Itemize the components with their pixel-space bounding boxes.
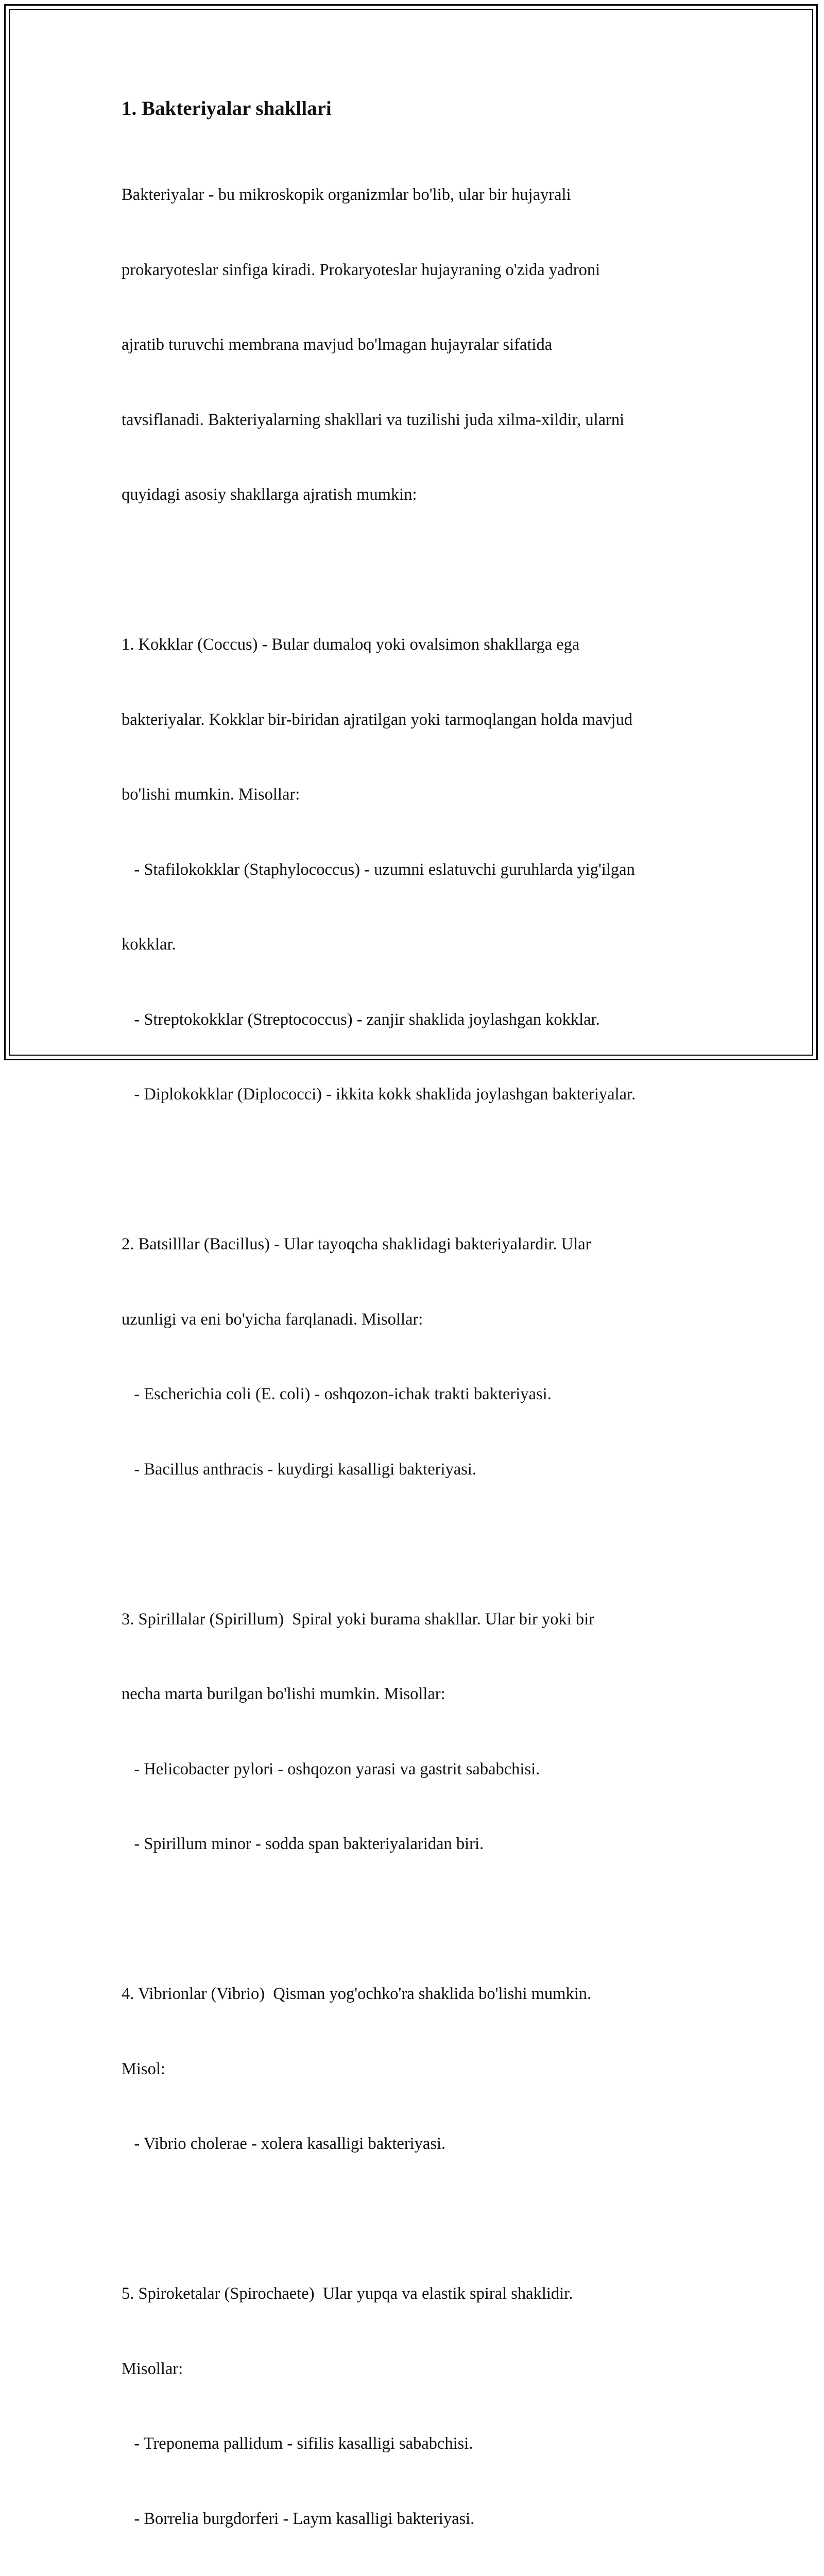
section-line: bo'lishi mumkin. Misollar: xyxy=(122,785,300,804)
section-line: bakteriyalar. Kokklar bir-biridan ajratilgan yoki tarmoqlangan holda mavjud xyxy=(122,710,633,729)
intro-line: tavsiflanadi. Bakteriyalarning shakllari va tuzilishi juda xilma-xildir, ularni xyxy=(122,410,625,429)
intro-paragraph xyxy=(122,132,714,557)
paragraph-gap xyxy=(122,1532,714,1557)
section-line: 1. Kokklar (Coccus) - Bular dumaloq yoki ovalsimon shakllarga ega xyxy=(122,635,580,654)
section-line: Misollar: xyxy=(122,2359,183,2378)
intro-line: quyidagi asosiy shakllarga ajratish mumkin: xyxy=(122,485,417,504)
section-line: 2. Batsilllar (Bacillus) - Ular tayoqcha shaklidagi bakteriyalardir. Ular xyxy=(122,1235,591,1253)
section-line: - Escherichia coli (E. coli) - oshqozon-ichak trakti bakteriyasi. xyxy=(122,1385,552,1403)
section-line: 5. Spiroketalar (Spirochaete) Ular yupqa va elastik spiral shaklidir. xyxy=(122,2284,573,2303)
paragraph-gap xyxy=(122,1907,714,1932)
section-line: 3. Spirillalar (Spirillum) Spiral yoki burama shakllar. Ular bir yoki bir xyxy=(122,1609,594,1629)
intro-line: prokaryoteslar sinfiga kiradi. Prokaryoteslar hujayraning o'zida yadroni xyxy=(122,260,600,279)
section-line: - Stafilokokklar (Staphylococcus) - uzumni eslatuvchi guruhlarda yig'ilgan xyxy=(122,860,635,879)
section-line: necha marta burilgan bo'lishi mumkin. Misollar: xyxy=(122,1685,445,1703)
section-line: - Streptokokklar (Streptococcus) - zanjir shaklida joylashgan kokklar. xyxy=(122,1010,600,1029)
section-spirillum xyxy=(122,1557,714,1907)
section-line: uzunligi va eni bo'yicha farqlanadi. Misollar: xyxy=(122,1310,423,1329)
paragraph-gap xyxy=(122,1157,714,1182)
section-line: - Vibrio cholerae - xolera kasalligi bakteriyasi. xyxy=(122,2134,446,2153)
section-line: 4. Vibrionlar (Vibrio) Qisman yog'ochko'ra shaklida bo'lishi mumkin. xyxy=(122,1985,592,2003)
paragraph-gap xyxy=(122,557,714,583)
section-line: - Bacillus anthracis - kuydirgi kasalligi bakteriyasi. xyxy=(122,1460,476,1479)
section-line: - Helicobacter pylori - oshqozon yarasi va gastrit sababchisi. xyxy=(122,1759,540,1778)
section-vibrio xyxy=(122,1931,714,2207)
section-coccus xyxy=(122,582,714,1157)
paragraph-gap xyxy=(122,2207,714,2232)
section-line: Misol: xyxy=(122,2059,165,2078)
section-line: - Spirillum minor - sodda span bakteriyalaridan biri. xyxy=(122,1835,484,1853)
intro-line: ajratib turuvchi membrana mavjud bo'lmagan hujayralar sifatida xyxy=(122,335,553,354)
section-line: kokklar. xyxy=(122,935,176,954)
intro-line: Bakteriyalar - bu mikroskopik organizmlar bo'lib, ular bir hujayrali xyxy=(122,185,571,204)
document-title: 1. Bakteriyalar shakllari xyxy=(122,97,332,120)
document-body xyxy=(122,95,714,2576)
section-line: - Treponema pallidum - sifilis kasalligi sababchisi. xyxy=(122,2434,473,2453)
section-line: - Borrelia burgdorferi - Laym kasalligi bakteriyasi. xyxy=(122,2509,475,2528)
section-spirochaete xyxy=(122,2231,714,2576)
section-bacillus xyxy=(122,1182,714,1532)
section-line: - Diplokokklar (Diplococci) - ikkita kokk shaklida joylashgan bakteriyalar. xyxy=(122,1085,636,1104)
